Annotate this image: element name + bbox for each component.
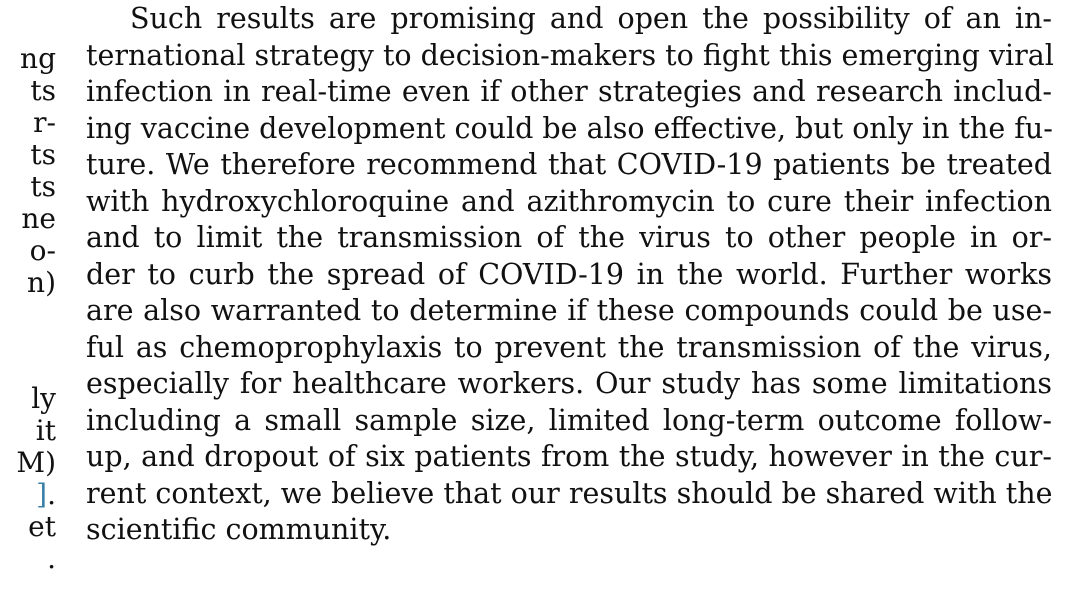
paragraph-line: scientific community.	[86, 513, 392, 546]
paragraph-line: der to curb the spread of COVID-19 in the world. Further works	[86, 258, 1052, 291]
left-line-6: ne	[21, 202, 56, 235]
paragraph-line: ing vaccine development could be also effective, but only in the fu-	[86, 112, 1053, 145]
paragraph-line: especially for healthcare workers. Our study has some limitations	[86, 367, 1052, 400]
left-line-10: ly	[31, 382, 56, 415]
left-line-13	[36, 479, 56, 511]
conclusion-paragraph	[86, 0, 1080, 591]
paragraph-line: Such results are promising and open the possibility of an in-	[130, 2, 1052, 35]
paragraph-line: are also warranted to determine if these compounds could be use-	[86, 294, 1052, 327]
left-line-3: r-	[33, 106, 56, 139]
paragraph-line: with hydroxychloroquine and azithromycin to cure their infection	[86, 185, 1052, 218]
citation-link[interactable]: ]	[36, 478, 48, 511]
left-line-8: n)	[27, 266, 56, 299]
left-line-12: M)	[16, 446, 56, 479]
paragraph-line: infection in real-time even if other strategies and research includ-	[86, 75, 1052, 108]
left-line-2: ts	[30, 74, 56, 107]
paragraph-line: ternational strategy to decision-makers to fight this emerging viral	[86, 39, 1054, 72]
left-line-7: o-	[29, 234, 56, 267]
left-line-4: ts	[30, 138, 56, 171]
left-line-1: ng	[20, 42, 56, 75]
paragraph-line: rent context, we believe that our results should be shared with the	[86, 477, 1053, 510]
paragraph-line: and to limit the transmission of the virus to other people in or-	[86, 221, 1052, 254]
paragraph-line: including a small sample size, limited long-term outcome follow-	[86, 404, 1052, 437]
paragraph-line: ture. We therefore recommend that COVID-19 patients be treated	[86, 148, 1052, 181]
left-line-14: et	[28, 510, 56, 543]
left-line-15: .	[47, 542, 56, 575]
paragraph-line: up, and dropout of six patients from the study, however in the cur-	[86, 440, 1052, 473]
paragraph-line: ful as chemoprophylaxis to prevent the transmission of the virus,	[86, 331, 1052, 364]
left-line-5: ts	[30, 170, 56, 203]
citation-period: .	[47, 478, 56, 511]
left-line-11: it	[35, 414, 56, 447]
left-column-fragment	[0, 0, 58, 591]
